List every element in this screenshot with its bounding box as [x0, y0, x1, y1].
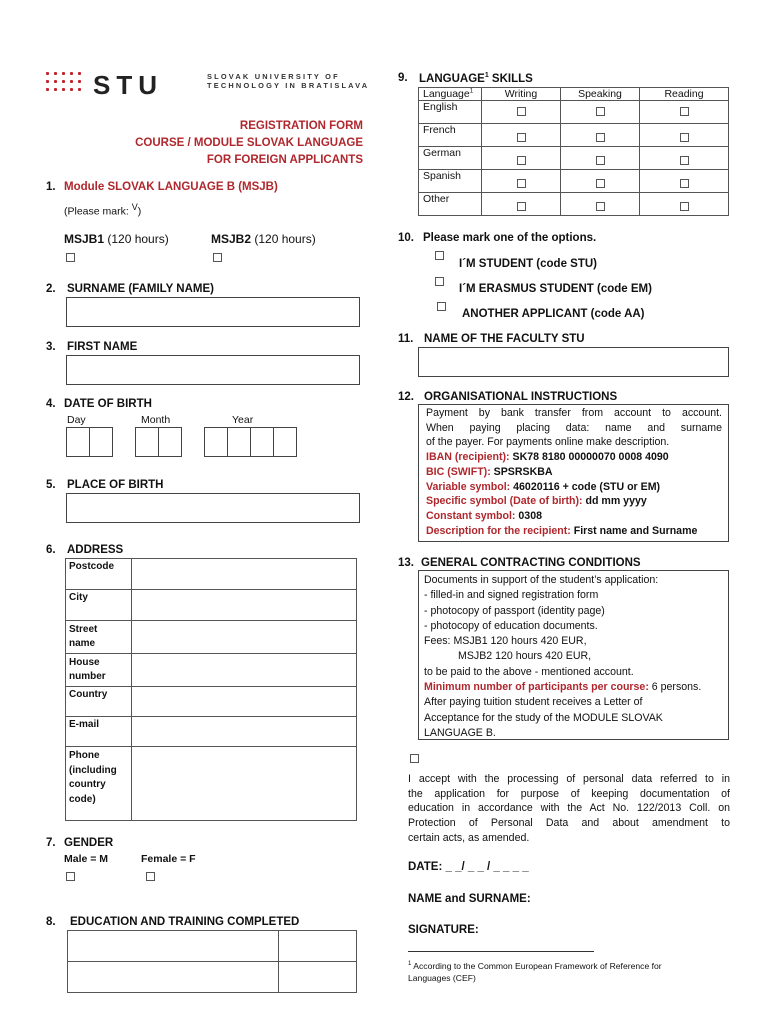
consent-text-end: certain acts, as amended.: [408, 832, 530, 844]
email-input[interactable]: [132, 717, 357, 747]
education-cell[interactable]: [68, 962, 279, 993]
section-10-title: Please mark one of the options.: [423, 232, 597, 244]
col-writing: Writing: [482, 88, 561, 101]
day-digit-2[interactable]: [89, 427, 113, 457]
french-speaking[interactable]: [561, 124, 640, 147]
name-surname-field[interactable]: NAME and SURNAME:: [408, 893, 531, 905]
faculty-field[interactable]: [418, 347, 729, 377]
form-title: REGISTRATION FORM COURSE / MODULE SLOVAK LANGUAGE FOR FOREIGN APPLICANTS: [135, 120, 363, 166]
female-checkbox[interactable]: [146, 872, 155, 881]
section-5-title: PLACE OF BIRTH: [67, 479, 164, 491]
contracting-conditions: Documents in support of the student’s application: - filled-in and signed registration form - photocopy of passport (identity page) - photocopy of education documents. Fees: MSJB1 120 hours 420 EUR, MSJB2 120 hours 420 EUR, to be paid to the above - mentioned account. Minimum number of participants per course: 6 persons. After paying tuition student receives a Letter of Acceptance for the study of the MODULE SLOVAK LANGUAGE B.: [418, 570, 729, 740]
university-name: SLOVAK UNIVERSITY OF TECHNOLOGY IN BRATISLAVA: [207, 72, 370, 90]
english-writing[interactable]: [482, 101, 561, 124]
logo-text: STU: [93, 70, 163, 100]
month-digit-2[interactable]: [158, 427, 182, 457]
house-label: House number: [66, 654, 132, 687]
spanish-speaking[interactable]: [561, 170, 640, 193]
street-label: Street name: [66, 621, 132, 654]
section-7-title: GENDER: [64, 837, 114, 849]
section-5-number: 5.: [46, 479, 56, 491]
language-french: French: [419, 124, 482, 147]
erasmus-option-label: I´M ERASMUS STUDENT (code EM): [459, 283, 652, 295]
other-speaking[interactable]: [561, 193, 640, 216]
section-12-title: ORGANISATIONAL INSTRUCTIONS: [424, 391, 618, 403]
section-9-title: LANGUAGE$^1$ SKILLS: [419, 72, 533, 85]
section-12-number: 12.: [398, 391, 414, 403]
other-writing[interactable]: [482, 193, 561, 216]
year-digit-2[interactable]: [227, 427, 251, 457]
section-13-title: GENERAL CONTRACTING CONDITIONS: [421, 557, 641, 569]
section-6-title: ADDRESS: [67, 544, 124, 556]
col-language: Language$^1$: [419, 88, 482, 101]
section-10-number: 10.: [398, 232, 414, 244]
section-2-title: SURNAME (FAMILY NAME): [67, 283, 214, 295]
year-label: Year: [232, 414, 254, 426]
postcode-input[interactable]: [132, 559, 357, 590]
surname-field[interactable]: [66, 297, 360, 327]
english-speaking[interactable]: [561, 101, 640, 124]
language-english: English: [419, 101, 482, 124]
spanish-writing[interactable]: [482, 170, 561, 193]
consent-text: I accept with the processing of personal data referred to in the application for purpose of keeping documentation of education in accordance with the Act No. 122/2013 Coll. on Protection of Personal Data and about amendment to: [408, 773, 730, 830]
male-checkbox[interactable]: [66, 872, 75, 881]
education-cell[interactable]: [68, 931, 279, 962]
another-applicant-checkbox[interactable]: [437, 302, 446, 311]
language-german: German: [419, 147, 482, 170]
spanish-reading[interactable]: [640, 170, 729, 193]
german-reading[interactable]: [640, 147, 729, 170]
msjb1-checkbox[interactable]: [66, 253, 75, 262]
german-speaking[interactable]: [561, 147, 640, 170]
language-spanish: Spanish: [419, 170, 482, 193]
section-13-number: 13.: [398, 557, 414, 569]
section-4-title: DATE OF BIRTH: [64, 398, 152, 410]
col-reading: Reading: [640, 88, 729, 101]
section-11-number: 11.: [398, 333, 414, 345]
erasmus-checkbox[interactable]: [435, 277, 444, 286]
signature-field[interactable]: SIGNATURE:: [408, 924, 479, 936]
section-3-number: 3.: [46, 341, 56, 353]
male-label: Male = M: [64, 853, 109, 865]
section-9-number: 9.: [398, 72, 408, 84]
section-8-title: EDUCATION AND TRAINING COMPLETED: [70, 916, 300, 928]
section-3-title: FIRST NAME: [67, 341, 138, 353]
student-checkbox[interactable]: [435, 251, 444, 260]
section-11-title: NAME OF THE FACULTY STU: [424, 333, 585, 345]
french-writing[interactable]: [482, 124, 561, 147]
stu-logo-dots: [46, 72, 92, 102]
first-name-field[interactable]: [66, 355, 360, 385]
year-digit-4[interactable]: [273, 427, 297, 457]
french-reading[interactable]: [640, 124, 729, 147]
month-label: Month: [141, 414, 171, 426]
student-option-label: I´M STUDENT (code STU): [459, 258, 597, 270]
another-applicant-label: ANOTHER APPLICANT (code AA): [462, 308, 645, 320]
date-field[interactable]: DATE: _ _/ _ _ / _ _ _ _: [408, 861, 529, 873]
msjb2-label: MSJB2 (120 hours): [211, 232, 316, 246]
organisational-instructions: Payment by bank transfer from account to account. When paying placing data: name and surname of the payer. For payments online make description. IBAN (recipient): SK78 8180 00000070 0008 4090 BIC (SWIFT): SPSRSKBA Variable symbol: 46020116 + code (STU or EM) Specific symbol (Date of birth): dd mm yyyy Constant symbol: 0308 Description for the recipient: First name and Surname: [418, 404, 729, 542]
language-other: Other: [419, 193, 482, 216]
day-label: Day: [67, 414, 86, 426]
section-1-note: (Please mark: $^V$): [64, 202, 142, 218]
section-2-number: 2.: [46, 283, 56, 295]
msjb2-checkbox[interactable]: [213, 253, 222, 262]
education-cell[interactable]: [279, 931, 357, 962]
country-input[interactable]: [132, 687, 357, 717]
section-4-number: 4.: [46, 398, 56, 410]
day-digit-1[interactable]: [66, 427, 90, 457]
language-skills-table: [418, 87, 729, 216]
month-digit-1[interactable]: [135, 427, 159, 457]
year-digit-1[interactable]: [204, 427, 228, 457]
section-1-number: 1.: [46, 181, 56, 193]
section-1-title: Module SLOVAK LANGUAGE B (MSJB): [64, 181, 278, 193]
city-input[interactable]: [132, 590, 357, 621]
female-label: Female = F: [141, 853, 196, 865]
phone-label: Phone (including country code): [66, 747, 132, 821]
postcode-label: Postcode: [66, 559, 132, 590]
other-reading[interactable]: [640, 193, 729, 216]
email-label: E-mail: [66, 717, 132, 747]
street-input[interactable]: [132, 621, 357, 654]
phone-input[interactable]: [132, 747, 357, 821]
place-of-birth-field[interactable]: [66, 493, 360, 523]
education-table: [67, 930, 357, 993]
consent-checkbox[interactable]: [410, 754, 419, 763]
msjb1-label: MSJB1 (120 hours): [64, 232, 169, 246]
section-6-number: 6.: [46, 544, 56, 556]
footnote-rule: [408, 951, 594, 952]
year-digit-3[interactable]: [250, 427, 274, 457]
country-label: Country: [66, 687, 132, 717]
section-7-number: 7.: [46, 837, 56, 849]
english-reading[interactable]: [640, 101, 729, 124]
city-label: City: [66, 590, 132, 621]
section-8-number: 8.: [46, 916, 56, 928]
footnote: $^1$ According to the Common European Framework of Reference for Languages (CEF): [408, 960, 662, 983]
education-cell[interactable]: [279, 962, 357, 993]
address-table: [65, 558, 357, 821]
german-writing[interactable]: [482, 147, 561, 170]
col-speaking: Speaking: [561, 88, 640, 101]
house-input[interactable]: [132, 654, 357, 687]
